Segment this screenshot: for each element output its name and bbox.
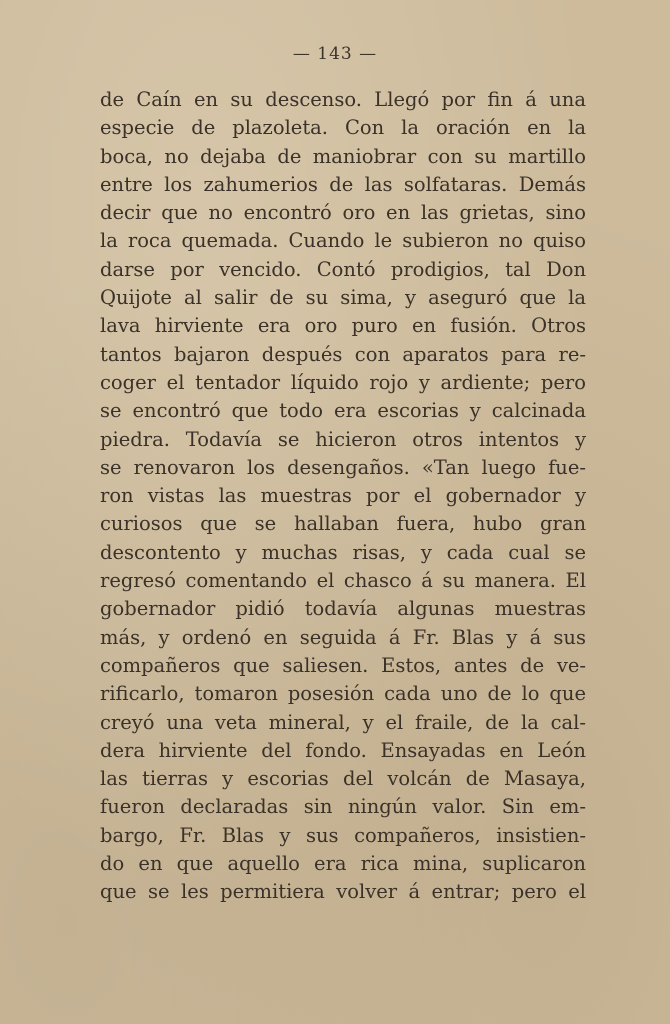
text-line: gobernador pidió todavía algunas muestras — [100, 597, 586, 621]
text-line: fueron declaradas sin ningún valor. Sin em- — [100, 795, 586, 819]
text-line: compañeros que saliesen. Estos, antes de ve- — [100, 653, 586, 677]
text-line: bargo, Fr. Blas y sus compañeros, insistien- — [100, 823, 586, 847]
text-line: coger el tentador líquido rojo y ardiente; pero — [100, 370, 586, 394]
text-line: la roca quemada. Cuando le subieron no quiso — [100, 229, 586, 253]
body-text — [100, 86, 586, 907]
text-line: creyó una veta mineral, y el fraile, de la cal- — [100, 710, 586, 734]
text-line: se renovaron los desengaños. «Tan luego fue- — [100, 455, 586, 479]
text-line: rificarlo, tomaron posesión cada uno de lo que — [100, 682, 586, 706]
text-line: entre los zahumerios de las solfataras. Demás — [100, 172, 586, 196]
text-line: ron vistas las muestras por el gobernador y — [100, 484, 586, 508]
text-line: do en que aquello era rica mina, suplicaron — [100, 852, 586, 876]
text-line: que se les permitiera volver á entrar; pero el — [100, 880, 586, 904]
text-line: regresó comentando el chasco á su manera. El — [100, 569, 586, 593]
text-line: dera hirviente del fondo. Ensayadas en León — [100, 738, 586, 762]
text-line: se encontró que todo era escorias y calcinada — [100, 399, 586, 423]
text-line: decir que no encontró oro en las grietas, sino — [100, 201, 586, 225]
text-line: especie de plazoleta. Con la oración en la — [100, 116, 586, 140]
text-line: las tierras y escorias del volcán de Masaya, — [100, 767, 586, 791]
text-line: boca, no dejaba de maniobrar con su martillo — [100, 144, 586, 168]
text-line: más, y ordenó en seguida á Fr. Blas y á sus — [100, 625, 586, 649]
text-line: de Caín en su descenso. Llegó por fin á una — [100, 88, 586, 111]
text-line: Quijote al salir de su sima, y aseguró que la — [100, 286, 586, 310]
text-line: piedra. Todavía se hicieron otros intentos y — [100, 427, 586, 451]
text-line: curiosos que se hallaban fuera, hubo gran — [100, 512, 586, 536]
text-line: tantos bajaron después con aparatos para re- — [100, 342, 586, 366]
text-line: lava hirviente era oro puro en fusión. Otros — [100, 314, 586, 338]
page-number: — 143 — — [292, 44, 378, 64]
text-line: darse por vencido. Contó prodigios, tal Don — [100, 257, 586, 281]
text-line: descontento y muchas risas, y cada cual se — [100, 540, 586, 564]
